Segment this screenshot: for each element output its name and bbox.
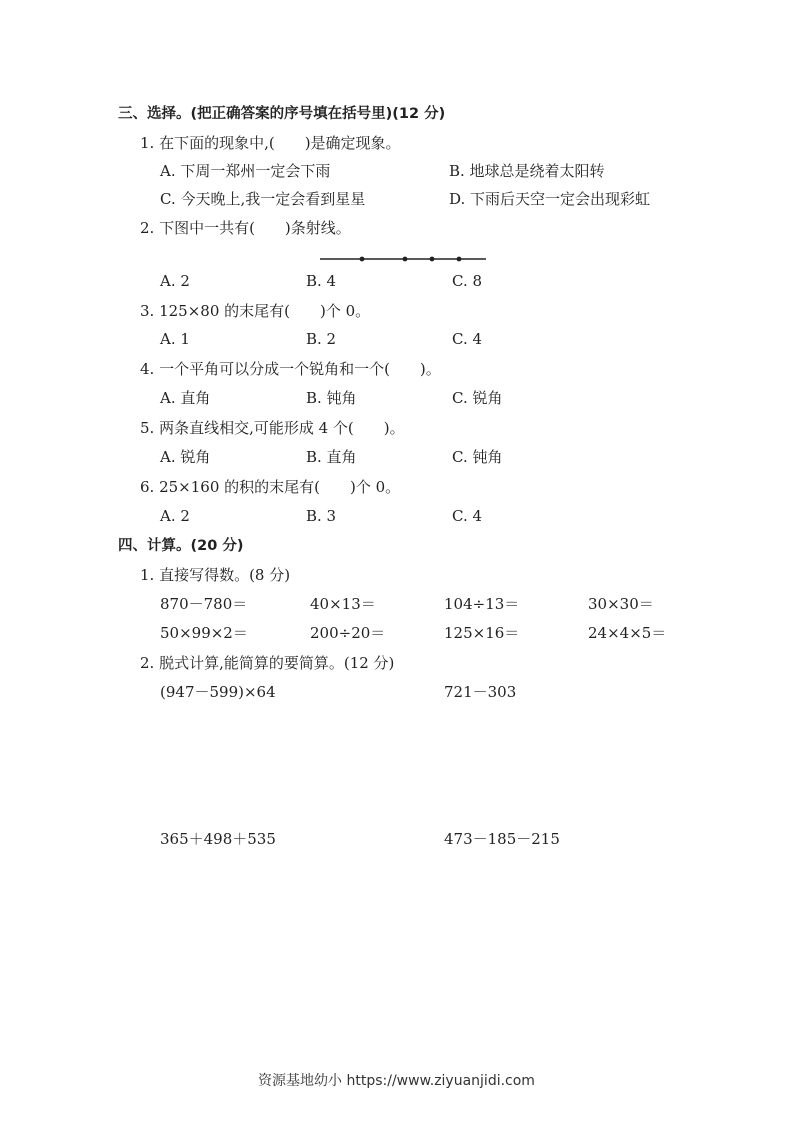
question-6-option-a: A. 2 — [160, 507, 190, 525]
oral-calc-item: 50×99×2＝ — [160, 624, 248, 642]
question-1-stem: 1. 在下面的现象中,( )是确定现象。 — [140, 134, 401, 152]
ray-point — [430, 257, 435, 262]
question-5-option-c: C. 钝角 — [452, 448, 503, 466]
question-4-option-b: B. 钝角 — [306, 389, 357, 407]
question-1-option-b: B. 地球总是绕着太阳转 — [449, 162, 605, 180]
ray-point — [457, 257, 462, 262]
oral-calc-item: 30×30＝ — [588, 595, 654, 613]
section-3-heading: 三、选择。(把正确答案的序号填在括号里)(12 分) — [118, 106, 446, 122]
question-5-option-a: A. 锐角 — [160, 448, 211, 466]
question-2-option-a: A. 2 — [160, 272, 190, 290]
question-1-option-d: D. 下雨后天空一定会出现彩虹 — [449, 190, 651, 208]
question-3-option-b: B. 2 — [306, 330, 337, 348]
question-6-option-b: B. 3 — [306, 507, 337, 525]
question-5-stem: 5. 两条直线相交,可能形成 4 个( )。 — [140, 419, 405, 437]
question-3-option-c: C. 4 — [452, 330, 483, 348]
ray-figure — [320, 250, 490, 270]
stepwise-calc-2: 721－303 — [444, 683, 517, 701]
part-2-stem: 2. 脱式计算,能简算的要简算。(12 分) — [140, 654, 395, 672]
question-4-option-a: A. 直角 — [160, 389, 211, 407]
oral-calc-item: 24×4×5＝ — [588, 624, 667, 642]
question-2-option-c: C. 8 — [452, 272, 483, 290]
ray-point — [360, 257, 365, 262]
oral-calc-item: 870－780＝ — [160, 595, 248, 613]
footer-watermark: 资源基地幼小 https://www.ziyuanjidi.com — [258, 1073, 535, 1089]
question-3-stem: 3. 125×80 的末尾有( )个 0。 — [140, 302, 371, 320]
part-1-stem: 1. 直接写得数。(8 分) — [140, 566, 291, 584]
question-2-stem: 2. 下图中一共有( )条射线。 — [140, 219, 351, 237]
oral-calc-item: 40×13＝ — [310, 595, 376, 613]
stepwise-calc-4: 473－185－215 — [444, 830, 560, 848]
question-1-option-a: A. 下周一郑州一定会下雨 — [160, 162, 331, 180]
stepwise-calc-1: (947－599)×64 — [160, 683, 276, 701]
question-2-option-b: B. 4 — [306, 272, 337, 290]
question-4-option-c: C. 锐角 — [452, 389, 503, 407]
question-4-stem: 4. 一个平角可以分成一个锐角和一个( )。 — [140, 360, 441, 378]
oral-calc-item: 125×16＝ — [444, 624, 520, 642]
question-1-option-c: C. 今天晚上,我一定会看到星星 — [160, 190, 366, 208]
question-6-option-c: C. 4 — [452, 507, 483, 525]
oral-calc-item: 104÷13＝ — [444, 595, 520, 613]
oral-calc-item: 200÷20＝ — [310, 624, 386, 642]
question-3-option-a: A. 1 — [160, 330, 190, 348]
ray-point — [403, 257, 408, 262]
question-6-stem: 6. 25×160 的积的末尾有( )个 0。 — [140, 478, 401, 496]
question-5-option-b: B. 直角 — [306, 448, 357, 466]
section-4-heading: 四、计算。(20 分) — [118, 538, 244, 554]
stepwise-calc-3: 365＋498＋535 — [160, 830, 276, 848]
